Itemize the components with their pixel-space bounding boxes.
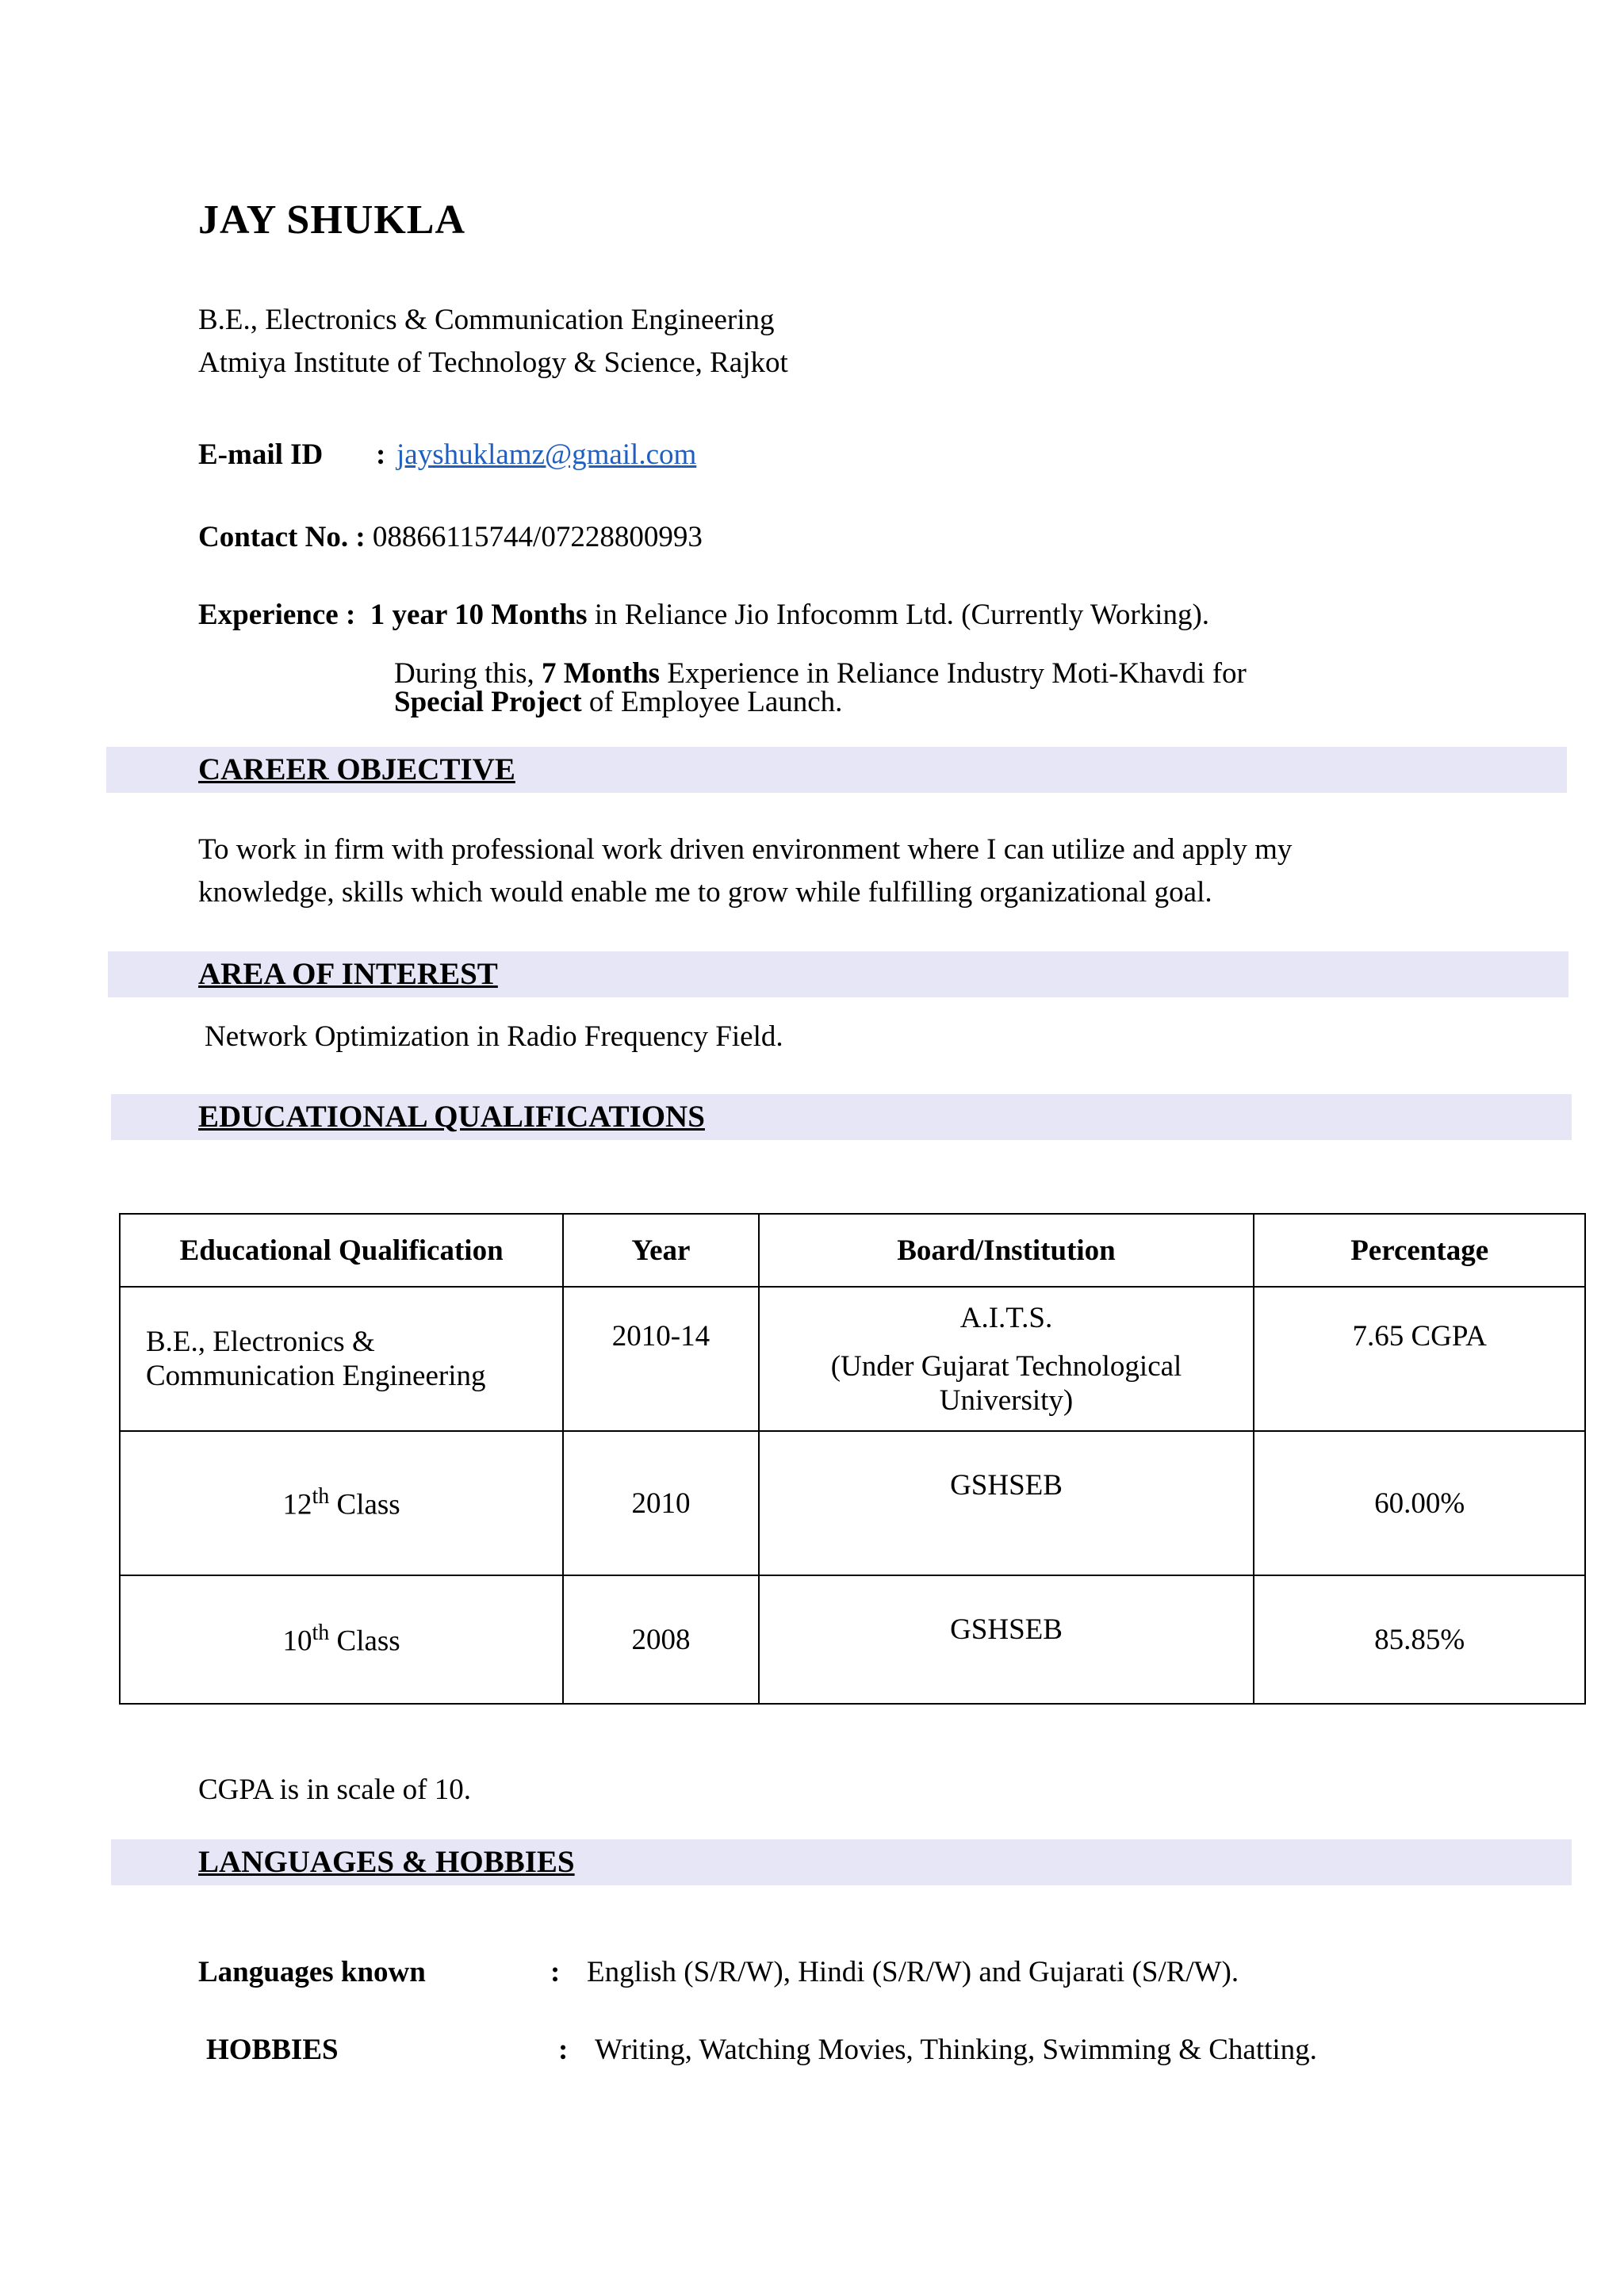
qualification-number: 10 <box>282 1624 312 1658</box>
candidate-name: JAY SHUKLA <box>198 197 466 243</box>
languages-label: Languages known <box>198 1956 426 1988</box>
percentage-cell: 7.65 CGPA <box>1254 1287 1585 1431</box>
board-line2: (Under Gujarat Technological <box>830 1349 1182 1383</box>
experience-row <box>198 598 1209 632</box>
header-qualification: Educational Qualification <box>120 1214 563 1287</box>
experience-detail-project: Special Project <box>394 686 582 718</box>
area-of-interest-text: Network Optimization in Radio Frequency Field. <box>205 1020 783 1053</box>
contact-number-label: Contact No. : <box>198 521 366 553</box>
table-header-row <box>120 1214 1585 1287</box>
experience-company: in Reliance Jio Infocomm Ltd. (Currently Working). <box>594 599 1210 631</box>
cgpa-note: CGPA is in scale of 10. <box>198 1774 471 1806</box>
qualification-suffix: th <box>312 1621 330 1646</box>
qualification-line1: B.E., Electronics & <box>146 1326 375 1358</box>
header-year: Year <box>563 1214 758 1287</box>
area-of-interest-heading: AREA OF INTEREST <box>198 957 498 991</box>
hobbies-label: HOBBIES <box>206 2034 339 2066</box>
percentage-cell: 85.85% <box>1254 1575 1585 1704</box>
year-cell: 2010-14 <box>563 1287 758 1431</box>
email-separator: : <box>376 438 386 471</box>
career-objective-heading: CAREER OBJECTIVE <box>198 752 515 786</box>
institute-line: Atmiya Institute of Technology & Science, Rajkot <box>198 346 788 379</box>
hobbies-separator: : <box>558 2034 569 2066</box>
board-cell <box>759 1287 1254 1431</box>
contact-number-value: 08866115744/07228800993 <box>372 521 703 553</box>
table-row <box>120 1287 1585 1431</box>
percentage-cell: 60.00% <box>1254 1431 1585 1575</box>
career-objective-line2: knowledge, skills which would enable me to grow while fulfilling organizational goal. <box>198 876 1212 909</box>
email-link[interactable]: jayshuklamz@gmail.com <box>396 438 697 471</box>
board-cell: GSHSEB <box>759 1431 1254 1575</box>
header-percentage: Percentage <box>1254 1214 1585 1287</box>
header-board: Board/Institution <box>759 1214 1254 1287</box>
board-cell: GSHSEB <box>759 1575 1254 1704</box>
qualification-word: Class <box>336 1624 400 1658</box>
board-line1: A.I.T.S. <box>959 1301 1053 1334</box>
languages-value: English (S/R/W), Hindi (S/R/W) and Gujarati (S/R/W). <box>587 1956 1239 1988</box>
year-cell: 2008 <box>563 1575 758 1704</box>
experience-label: Experience : <box>198 599 356 631</box>
table-row <box>120 1431 1585 1575</box>
education-heading: EDUCATIONAL QUALIFICATIONS <box>198 1100 705 1134</box>
career-objective-line1: To work in firm with professional work driven environment where I can utilize and apply my <box>198 833 1293 866</box>
degree-line: B.E., Electronics & Communication Engineering <box>198 304 775 336</box>
languages-separator: : <box>550 1956 561 1988</box>
experience-detail-duration: 7 Months <box>542 657 661 690</box>
qualification-cell <box>120 1575 563 1704</box>
experience-detail-line2 <box>394 685 842 719</box>
qualification-cell <box>120 1431 563 1575</box>
experience-detail-text: Experience in Reliance Industry Moti-Khavdi for <box>667 657 1247 690</box>
table-row <box>120 1575 1585 1704</box>
experience-duration: 1 year 10 Months <box>370 599 588 631</box>
hobbies-value: Writing, Watching Movies, Thinking, Swimming & Chatting. <box>595 2034 1317 2066</box>
experience-detail-prefix: During this, <box>394 657 534 690</box>
experience-detail-suffix: of Employee Launch. <box>588 686 843 718</box>
languages-hobbies-heading: LANGUAGES & HOBBIES <box>198 1845 575 1879</box>
qualification-number: 12 <box>282 1488 312 1521</box>
contact-number-row <box>198 520 703 554</box>
qualification-suffix: th <box>312 1484 330 1510</box>
email-label: E-mail ID <box>198 438 324 471</box>
qualification-line2: Communication Engineering <box>146 1360 486 1392</box>
year-cell: 2010 <box>563 1431 758 1575</box>
qualification-cell <box>120 1287 563 1431</box>
qualification-word: Class <box>336 1488 400 1521</box>
board-line3: University) <box>939 1383 1074 1417</box>
education-table <box>119 1213 1586 1705</box>
